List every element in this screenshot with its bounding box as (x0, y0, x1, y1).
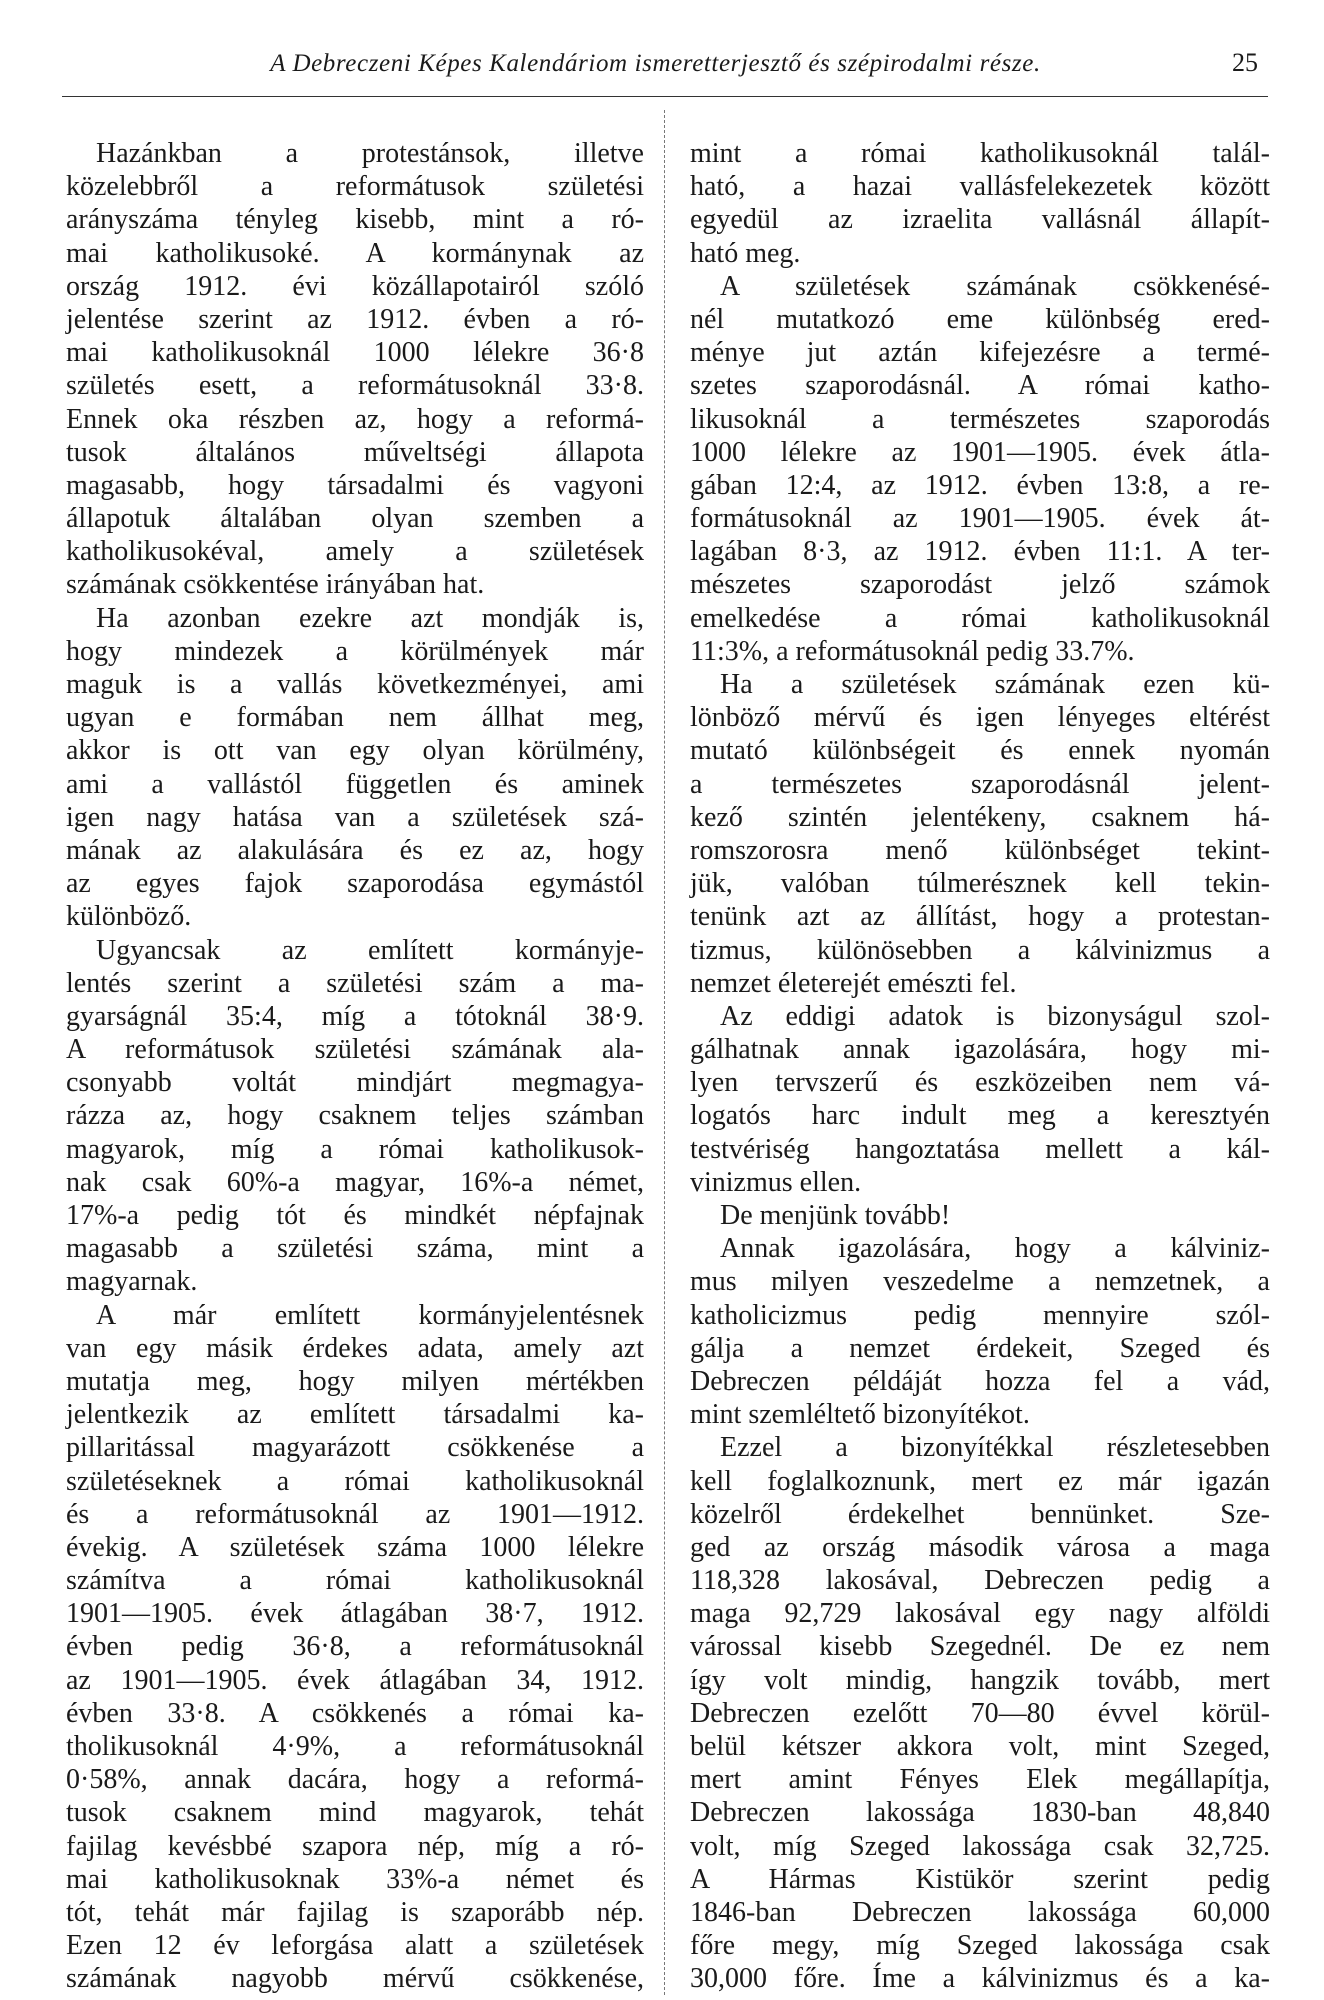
text-line: katholicizmus pedig mennyire szól- (690, 1299, 1270, 1331)
text-line: lentés szerint a születési szám a ma- (66, 967, 644, 999)
text-line: állapotuk általában olyan szemben a (66, 503, 644, 535)
text-line: fajilag kevésbbé szapora nép, míg a ró- (66, 1830, 644, 1862)
column-divider (664, 110, 665, 1995)
text-line: nak csak 60%-a magyar, 16%-a német, (66, 1166, 644, 1198)
text-line: évben pedig 36·8, a reformátusoknál (66, 1631, 644, 1663)
paragraph (690, 668, 1270, 1000)
text-line: gyarságnál 35:4, míg a tótoknál 38·9. (66, 1000, 644, 1032)
text-line: gálhatnak annak igazolására, hogy mi- (690, 1034, 1270, 1066)
text-line: 1000 lélekre az 1901—1905. évek átla- (690, 436, 1270, 468)
text-line: magyarok, míg a római katholikusok- (66, 1133, 644, 1165)
text-line: tizmus, különösebben a kálvinizmus a (690, 934, 1270, 966)
text-line: mint a római katholikusoknál talál- (690, 138, 1270, 169)
text-line: katholikusokéval, amely a születések (66, 536, 644, 568)
text-line: 118,328 lakosával, Debreczen pedig a (690, 1565, 1270, 1597)
text-line: jelentése szerint az 1912. évben a ró- (66, 303, 644, 335)
text-line: mészetes szaporodást jelző számok (690, 569, 1270, 601)
text-line: kező szintén jelentékeny, csaknem há- (690, 801, 1270, 833)
text-line: formátusoknál az 1901—1905. évek át- (690, 503, 1270, 535)
text-line: Ha a születések számának ezen kü- (720, 669, 1270, 700)
text-line: Ezen 12 év leforgása alatt a születések (66, 1930, 644, 1962)
text-line: nél mutatkozó eme különbség ered- (690, 303, 1270, 335)
paragraph (690, 1431, 1270, 1995)
running-title: A Debreczeni Képes Kalendáriom ismeretterjesztő és szépirodalmi része. (270, 50, 1041, 77)
text-line: gában 12:4, az 1912. évben 13:8, a re- (690, 469, 1270, 501)
text-line: Az eddigi adatok is bizonyságul szol- (720, 1000, 1270, 1032)
text-line: Annak igazolására, hogy a kálviniz- (720, 1233, 1270, 1265)
text-line: magyarnak. (66, 1266, 198, 1298)
text-line: volt, míg Szeged lakossága csak 32,725. (690, 1830, 1270, 1862)
text-line: pillaritással magyarázott csökkenése a (66, 1432, 644, 1464)
text-line: mai katholikusoké. A kormánynak az (66, 237, 644, 269)
paragraph (66, 1299, 644, 1996)
text-line: számának nagyobb mérvű csökkenése, (66, 1963, 644, 1995)
text-line: tusok általános műveltségi állapota (66, 436, 644, 468)
text-line: így volt mindig, hangzik tovább, mert (690, 1664, 1270, 1696)
text-line: várossal kisebb Szegednél. De ez nem (690, 1631, 1270, 1663)
text-line: maga 92,729 lakosával egy nagy alföldi (690, 1598, 1270, 1630)
text-line: Debreczen lakossága 1830-ban 48,840 (690, 1797, 1270, 1829)
text-line: jük, valóban túlmerésznek kell tekin- (690, 868, 1270, 900)
text-line: Ugyancsak az említett kormányje- (96, 934, 644, 966)
text-line: A már említett kormányjelentésnek (96, 1299, 644, 1331)
text-line: számának csökkentése irányában hat. (66, 569, 485, 601)
text-line: tót, tehát már fajilag is szaporább nép. (66, 1896, 644, 1928)
text-line: közelről érdekelhet bennünket. Sze- (690, 1498, 1270, 1530)
text-line: mai katholikusoknál 1000 lélekre 36·8 (66, 337, 644, 369)
text-line: évekig. A születések száma 1000 lélekre (66, 1531, 644, 1563)
left-column (66, 137, 644, 1996)
text-line: romszorosra menő különbséget tekint- (690, 834, 1270, 866)
text-line: Hazánkban a protestánsok, illetve (96, 138, 644, 169)
text-line: nemzet életerejét emészti fel. (690, 967, 1017, 999)
page-number: 25 (1232, 48, 1258, 77)
text-line: mának az alakulására és ez az, hogy (66, 834, 644, 866)
text-line: 11:3%, a reformátusoknál pedig 33.7%. (690, 635, 1135, 667)
text-line: kell foglalkoznunk, mert ez már igazán (690, 1465, 1270, 1497)
text-line: főre megy, míg Szeged lakossága csak (690, 1930, 1270, 1962)
text-line: mai katholikusoknak 33%-a német és (66, 1863, 644, 1895)
text-line: ható, a hazai vallásfelekezetek között (690, 171, 1270, 203)
text-line: 1846-ban Debreczen lakossága 60,000 (690, 1896, 1270, 1928)
text-line: tusok csaknem mind magyarok, tehát (66, 1797, 644, 1829)
text-line: arányszáma tényleg kisebb, mint a ró- (66, 204, 644, 236)
text-line: Ha azonban ezekre azt mondják is, (96, 602, 644, 634)
text-line: az egyes fajok szaporodása egymástól (66, 868, 644, 900)
right-column (690, 137, 1270, 1996)
text-line: csonyabb voltát mindjárt megmagya- (66, 1067, 644, 1099)
text-line: Ezzel a bizonyítékkal részletesebben (720, 1432, 1270, 1464)
text-line: emelkedése a római katholikusoknál (690, 602, 1270, 634)
text-line: jelentkezik az említett társadalmi ka- (66, 1399, 644, 1431)
text-line: ami a vallástól független és aminek (66, 768, 644, 800)
paragraph (66, 137, 644, 602)
text-line: akkor is ott van egy olyan körülmény, (66, 735, 644, 767)
text-line: tholikusoknál 4·9%, a reformátusoknál (66, 1731, 644, 1762)
text-line: mutatja meg, hogy milyen mértékben (66, 1365, 644, 1397)
text-line: Ennek oka részben az, hogy a reformá- (66, 403, 644, 435)
text-line: hogy mindezek a körülmények már (66, 635, 644, 667)
text-line: és a reformátusoknál az 1901—1912. (66, 1498, 644, 1530)
text-line: gálja a nemzet érdekeit, Szeged és (690, 1332, 1270, 1364)
text-line: 17%-a pedig tót és mindkét népfajnak (66, 1200, 644, 1231)
text-line: egyedül az izraelita vallásnál állapít- (690, 204, 1270, 236)
text-line: ugyan e formában nem állhat meg, (66, 702, 644, 734)
text-line: A születések számának csökkenésé- (720, 270, 1270, 302)
text-line: tenünk azt az állítást, hogy a protestan- (690, 901, 1270, 933)
paragraph (690, 137, 1270, 270)
paragraph (66, 602, 644, 934)
text-line: mus milyen veszedelme a nemzetnek, a (690, 1266, 1270, 1298)
paragraph (690, 1232, 1270, 1431)
text-line: különböző. (66, 901, 192, 933)
text-line: rázza az, hogy csaknem teljes számban (66, 1100, 644, 1132)
text-line: maguk is a vallás következményei, ami (66, 669, 644, 700)
text-line: közelebbről a reformátusok születési (66, 171, 644, 203)
header-rule (62, 96, 1268, 97)
text-line: ható meg. (690, 237, 801, 269)
text-line: Debreczen ezelőtt 70—80 évvel körül- (690, 1697, 1270, 1729)
text-line: ország 1912. évi közállapotairól szóló (66, 270, 644, 302)
text-line: likusoknál a természetes szaporodás (690, 403, 1270, 435)
text-line: 30,000 főre. Íme a kálvinizmus és a ka- (690, 1963, 1270, 1995)
text-line: ged az ország második városa a maga (690, 1531, 1270, 1563)
text-line: A reformátusok születési számának ala- (66, 1034, 644, 1066)
text-line: De menjünk tovább! (720, 1200, 951, 1231)
text-line: belül kétszer akkora volt, mint Szeged, (690, 1731, 1270, 1762)
paragraph (690, 270, 1270, 668)
text-line: logatós harc indult meg a keresztyén (690, 1100, 1270, 1132)
text-line: a természetes szaporodásnál jelent- (690, 768, 1270, 800)
text-line: mert amint Fényes Elek megállapítja, (690, 1764, 1270, 1796)
text-line: lagában 8·3, az 1912. évben 11:1. A ter- (690, 536, 1270, 568)
text-line: lyen tervszerű és eszközeiben nem vá- (690, 1067, 1270, 1099)
text-line: lönböző mérvű és igen lényeges eltérést (690, 702, 1270, 734)
text-line: mutató különbségeit és ennek nyomán (690, 735, 1270, 767)
text-line: Debreczen példáját hozza fel a vád, (690, 1365, 1270, 1397)
text-line: 0·58%, annak dacára, hogy a reformá- (66, 1764, 644, 1796)
text-line: évben 33·8. A csökkenés a római ka- (66, 1697, 644, 1729)
text-line: mint szemléltető bizonyítékot. (690, 1399, 1030, 1431)
text-line: van egy másik érdekes adata, amely azt (66, 1332, 644, 1364)
text-line: születés esett, a reformátusoknál 33·8. (66, 370, 644, 402)
paragraph (690, 1199, 1270, 1232)
text-line: testvériség hangoztatása mellett a kál- (690, 1133, 1270, 1165)
text-line: számítva a római katholikusoknál (66, 1565, 644, 1597)
text-line: vinizmus ellen. (690, 1166, 862, 1198)
text-line: születéseknek a római katholikusoknál (66, 1465, 644, 1497)
text-line: szetes szaporodásnál. A római katho- (690, 370, 1270, 402)
paragraph (690, 1000, 1270, 1199)
text-line: 1901—1905. évek átlagában 38·7, 1912. (66, 1598, 644, 1630)
text-line: magasabb, hogy társadalmi és vagyoni (66, 469, 644, 501)
text-line: magasabb a születési száma, mint a (66, 1233, 644, 1265)
text-line: az 1901—1905. évek átlagában 34, 1912. (66, 1664, 644, 1696)
text-line: A Hármas Kistükör szerint pedig (690, 1863, 1270, 1895)
text-line: ménye jut aztán kifejezésre a termé- (690, 337, 1270, 369)
text-line: igen nagy hatása van a születések szá- (66, 801, 644, 833)
paragraph (66, 934, 644, 1299)
